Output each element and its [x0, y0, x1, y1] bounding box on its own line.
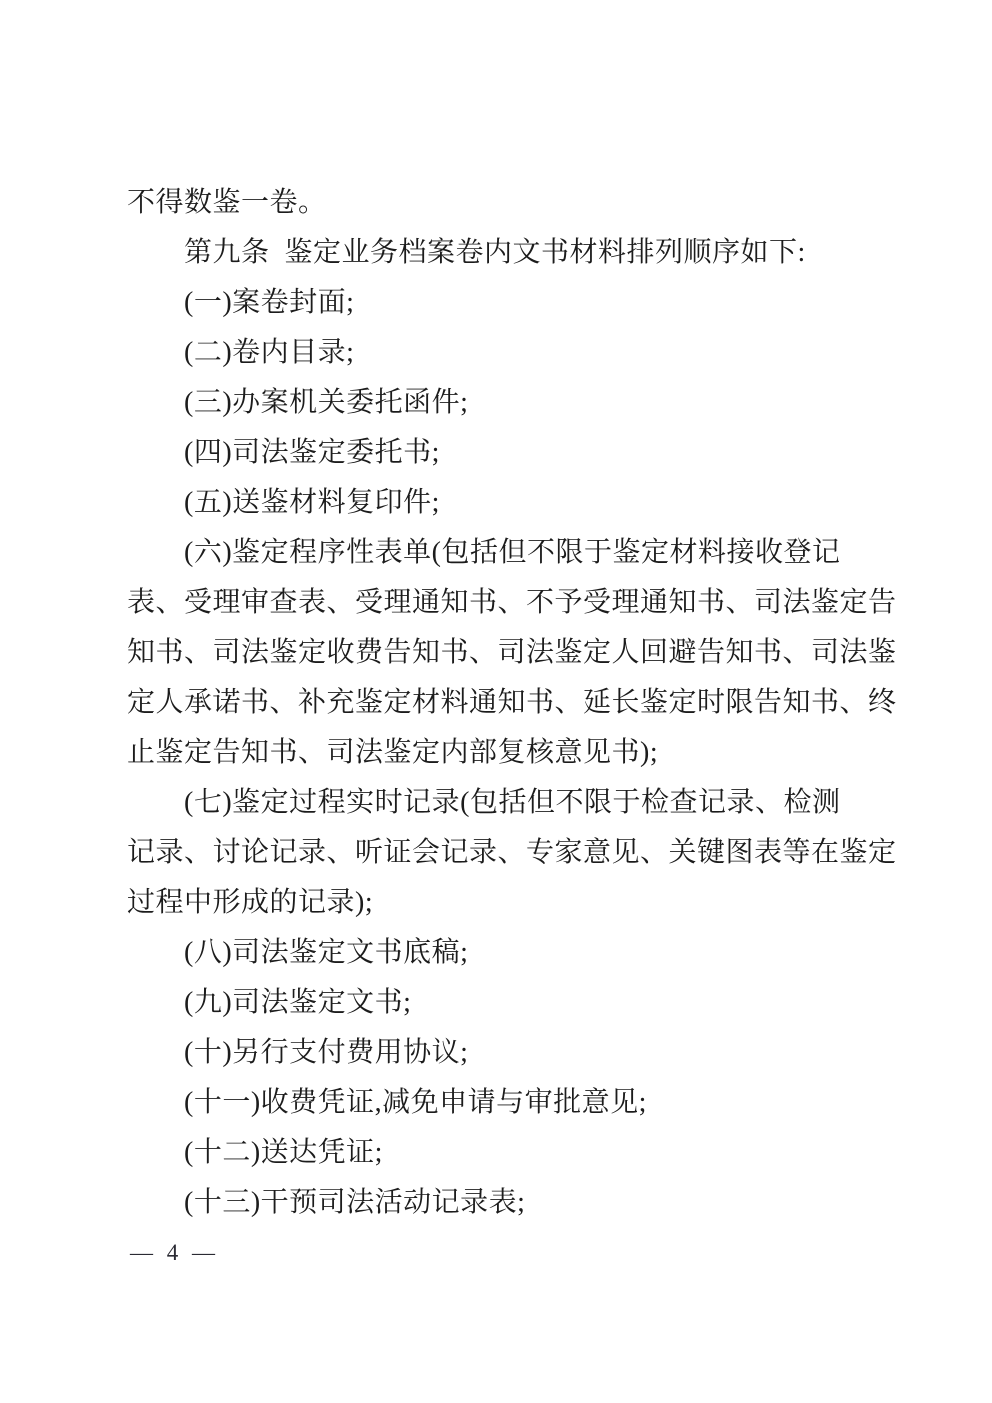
page-number: — 4 — — [130, 1240, 219, 1265]
text-line: (九)司法鉴定文书; — [184, 987, 412, 1018]
text-line: 知书、司法鉴定收费告知书、司法鉴定人回避告知书、司法鉴 — [127, 637, 897, 668]
text-line: (五)送鉴材料复印件; — [184, 487, 440, 518]
text-line: (十)另行支付费用协议; — [184, 1037, 469, 1068]
text-line: (六)鉴定程序性表单(包括但不限于鉴定材料接收登记 — [184, 537, 841, 568]
text-line: (八)司法鉴定文书底稿; — [184, 937, 469, 968]
text-line: 表、受理审查表、受理通知书、不予受理通知书、司法鉴定告 — [127, 587, 897, 618]
text-line: (二)卷内目录; — [184, 337, 355, 368]
text-line: (十一)收费凭证,减免申请与审批意见; — [184, 1087, 647, 1118]
text-line: (一)案卷封面; — [184, 287, 355, 318]
text-line: (三)办案机关委托函件; — [184, 387, 469, 418]
text-block — [127, 178, 897, 1228]
text-line: 过程中形成的记录); — [127, 887, 374, 918]
text-line: 定人承诺书、补充鉴定材料通知书、延长鉴定时限告知书、终 — [127, 687, 897, 718]
text-line: 止鉴定告知书、司法鉴定内部复核意见书); — [127, 737, 659, 768]
text-line: 记录、讨论记录、听证会记录、专家意见、关键图表等在鉴定 — [127, 837, 897, 868]
text-line: (四)司法鉴定委托书; — [184, 437, 440, 468]
text-line: (十三)干预司法活动记录表; — [184, 1187, 526, 1218]
text-line: (七)鉴定过程实时记录(包括但不限于检查记录、检测 — [184, 787, 841, 818]
text-line: (十二)送达凭证; — [184, 1137, 383, 1168]
text-line: 第九条 鉴定业务档案卷内文书材料排列顺序如下: — [184, 237, 806, 268]
text-line: 不得数鉴一卷。 — [127, 187, 327, 218]
